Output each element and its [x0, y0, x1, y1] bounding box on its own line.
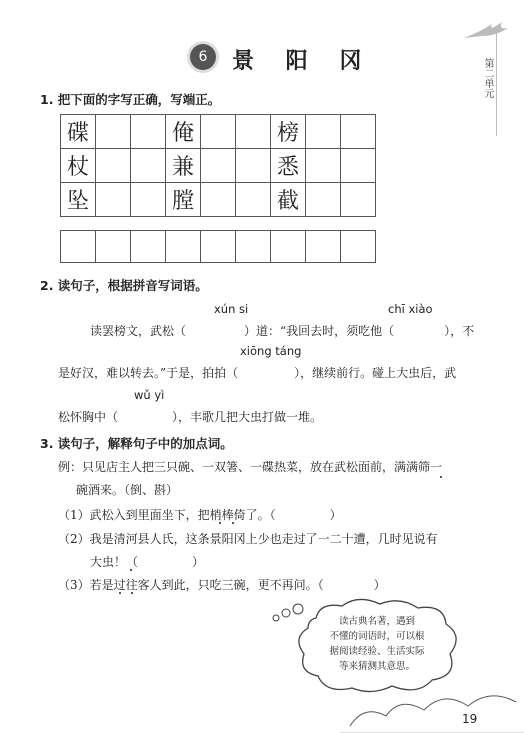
q2-line-1	[90, 322, 474, 339]
tip-line: 据阅读经验、生活实际	[329, 646, 425, 657]
q2-text: 松怀胸中（	[58, 410, 119, 424]
page-number: 19	[462, 712, 478, 726]
q3-item-text: （3）若是过往客人到此，只吃三碗，更不再问。（	[58, 578, 324, 592]
q2-text: ）道：“我回去时，须吃他（	[244, 324, 395, 338]
writing-cell[interactable]	[61, 231, 96, 263]
q3-item-1	[58, 506, 342, 523]
q2-text: 读罢榜文，武松（	[90, 324, 187, 338]
character-grid	[60, 114, 376, 217]
pinyin-1: xún si	[214, 302, 249, 316]
q3-item-close: ）	[373, 578, 386, 592]
q2-text: ），丰歌几把大虫打做一堆。	[172, 410, 323, 424]
unit-tab: 第二单元	[482, 58, 493, 98]
writing-cell[interactable]	[306, 183, 341, 217]
tip-line: 读古典名著，遇到	[338, 616, 415, 627]
lesson-number-badge: 6	[190, 44, 216, 70]
q3-item-text: （1）武松入到里面坐下，把梢棒倚了。（	[58, 508, 276, 522]
writing-cell[interactable]	[271, 231, 306, 263]
emphasis-dot	[119, 592, 121, 594]
q3-heading: 3. 读句子，解释句子中的加点词。	[40, 436, 233, 451]
writing-cell[interactable]	[131, 231, 166, 263]
model-character: 杖	[61, 149, 96, 183]
pinyin-4: wǔ yì	[134, 388, 165, 402]
tip-text	[302, 614, 452, 674]
lesson-title: 景 阳 冈	[232, 48, 374, 74]
writing-cell[interactable]	[341, 149, 376, 183]
q3-item-close: ）	[192, 555, 205, 569]
q3-example-line-2: 碗酒来。（倒、斟）	[76, 483, 179, 497]
pinyin-3: xiōng táng	[240, 344, 302, 358]
model-character: 膛	[166, 183, 201, 217]
q2-text: 是好汉，难以转去。”于是，拍拍（	[58, 366, 239, 380]
model-character: 悉	[271, 149, 306, 183]
tip-line: 等来猜测其意思。	[338, 661, 415, 672]
q2-line-2	[58, 364, 456, 381]
decorative-clouds-icon	[340, 676, 524, 733]
grid-row	[61, 115, 376, 149]
writing-cell[interactable]	[306, 149, 341, 183]
writing-cell[interactable]	[201, 183, 236, 217]
pinyin-2: chī xiào	[388, 302, 433, 316]
writing-cell[interactable]	[236, 183, 271, 217]
q1-heading: 1. 把下面的字写正确，写端正。	[40, 92, 221, 107]
writing-cell[interactable]	[306, 115, 341, 149]
writing-cell[interactable]	[96, 183, 131, 217]
writing-cell[interactable]	[341, 231, 376, 263]
writing-cell[interactable]	[201, 115, 236, 149]
writing-cell[interactable]	[96, 231, 131, 263]
q3-item-3	[58, 576, 386, 593]
writing-cell[interactable]	[131, 183, 166, 217]
model-character: 截	[271, 183, 306, 217]
writing-cell[interactable]	[166, 231, 201, 263]
emphasis-dot	[232, 522, 234, 524]
writing-cell[interactable]	[201, 149, 236, 183]
q3-item-close: ）	[329, 508, 342, 522]
model-character: 坠	[61, 183, 96, 217]
q3-item-text: 大虫！（	[90, 555, 139, 569]
writing-cell[interactable]	[96, 149, 131, 183]
q3-item-2: （2）我是清河县人氏，这条景阳冈上少也走过了一二十遭，几时见说有	[58, 532, 438, 546]
empty-writing-grid	[60, 230, 376, 263]
emphasis-dot	[131, 592, 133, 594]
writing-cell[interactable]	[201, 231, 236, 263]
writing-row	[61, 231, 376, 263]
writing-cell[interactable]	[341, 183, 376, 217]
grid-row	[61, 183, 376, 217]
writing-cell[interactable]	[236, 115, 271, 149]
q3-example-line-1: 例：只见店主人把三只碗、一双箸、一碟热菜，放在武松面前，满满筛一	[58, 460, 443, 474]
writing-cell[interactable]	[341, 115, 376, 149]
writing-cell[interactable]	[236, 231, 271, 263]
emphasis-dot	[219, 522, 221, 524]
writing-cell[interactable]	[236, 149, 271, 183]
grid-row	[61, 149, 376, 183]
q2-line-3	[58, 408, 322, 425]
q2-text: ），不	[444, 324, 475, 338]
q3-item-2-cont	[90, 553, 204, 570]
writing-cell[interactable]	[96, 115, 131, 149]
model-character: 兼	[166, 149, 201, 183]
writing-cell[interactable]	[131, 115, 166, 149]
unit-divider	[496, 26, 497, 136]
model-character: 榜	[271, 115, 306, 149]
model-character: 碟	[61, 115, 96, 149]
bird-icon	[462, 18, 510, 42]
q2-text: ），继续前行。碰上大虫后，武	[294, 366, 457, 380]
emphasis-dot	[130, 569, 132, 571]
q2-heading: 2. 读句子，根据拼音写词语。	[40, 278, 208, 293]
tip-line: 不懂的词语时，可以根	[329, 631, 425, 642]
emphasis-dot	[440, 476, 442, 478]
writing-cell[interactable]	[306, 231, 341, 263]
model-character: 俺	[166, 115, 201, 149]
writing-cell[interactable]	[131, 149, 166, 183]
